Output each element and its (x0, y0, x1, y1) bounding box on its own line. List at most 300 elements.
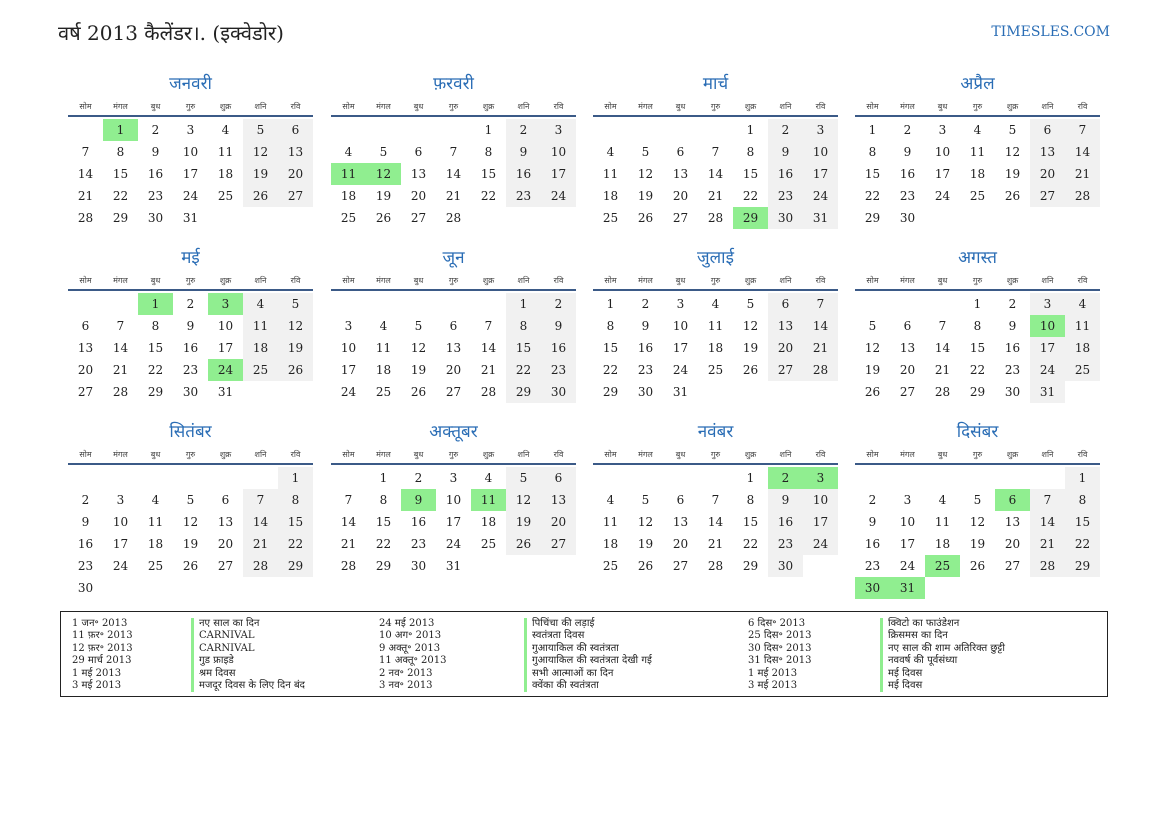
day-cell: 10 (803, 489, 838, 511)
day-cell: 28 (707, 559, 724, 573)
day-cell: 21 (340, 537, 357, 551)
day-cell: 18 (602, 537, 619, 551)
day-cell: 11 (217, 145, 234, 159)
day-cell: 21 (112, 363, 129, 377)
day-cell: 27 (217, 559, 234, 573)
day-cell: 12 (637, 515, 654, 529)
empty-cell (331, 119, 366, 141)
day-cell: 3 (1030, 293, 1065, 315)
day-cell: 11 (707, 319, 724, 333)
weekday-label: मंगल (638, 275, 653, 285)
day-cell: 29 (506, 381, 541, 403)
day-cell: 8 (1065, 489, 1100, 511)
day-cell: 4 (379, 319, 388, 333)
day-cell: 4 (221, 123, 230, 137)
day-cell: 25 (969, 189, 986, 203)
day-cell: 14 (707, 515, 724, 529)
month-calendar (331, 421, 576, 577)
day-cell: 25 (340, 211, 357, 225)
day-cell: 15 (506, 337, 541, 359)
empty-cell (436, 293, 471, 315)
weekday-label: बुध (150, 449, 161, 459)
day-cell: 7 (243, 489, 278, 511)
day-grid (68, 119, 313, 229)
weekday-label: मंगल (113, 101, 128, 111)
day-cell: 8 (973, 319, 982, 333)
holiday-day-cell: 11 (331, 163, 366, 185)
day-cell: 18 (217, 167, 234, 181)
day-cell: 28 (803, 359, 838, 381)
weekday-label: रवि (1077, 449, 1088, 459)
day-cell: 30 (637, 385, 654, 399)
weekday-label: शनि (779, 449, 792, 459)
day-cell: 14 (1065, 141, 1100, 163)
holiday-day-cell: 9 (401, 489, 436, 511)
day-cell: 21 (77, 189, 94, 203)
day-cell: 20 (672, 189, 689, 203)
weekday-label: शुक्र (482, 449, 495, 459)
empty-cell (628, 119, 663, 141)
weekday-label: रवि (553, 449, 564, 459)
day-cell: 1 (606, 297, 615, 311)
day-grid (855, 467, 1100, 599)
day-cell: 4 (1065, 293, 1100, 315)
day-cell: 22 (864, 189, 881, 203)
month-name: जून (442, 248, 465, 268)
day-cell: 22 (969, 363, 986, 377)
empty-cell (925, 293, 960, 315)
day-cell: 28 (934, 385, 951, 399)
day-cell: 25 (602, 559, 619, 573)
empty-cell (401, 293, 436, 315)
day-cell: 19 (375, 189, 392, 203)
weekday-label: रवि (290, 449, 301, 459)
weekday-label: बुध (937, 275, 948, 285)
weekday-label: मंगल (638, 449, 653, 459)
weekday-label: सोम (866, 101, 879, 111)
weekday-label: मंगल (900, 275, 915, 285)
day-cell: 17 (672, 341, 689, 355)
legend-date: 3 मई 2013 (72, 680, 122, 691)
legend-date: 11 फ़र॰ 2013 (72, 630, 133, 642)
day-cell: 12 (864, 341, 881, 355)
weekday-label: शुक्र (482, 101, 495, 111)
day-cell: 15 (480, 167, 497, 181)
day-cell: 21 (707, 537, 724, 551)
day-cell: 18 (969, 167, 986, 181)
day-cell: 31 (803, 207, 838, 229)
weekday-label: मंगल (900, 449, 915, 459)
day-cell: 14 (480, 341, 497, 355)
weekday-label: रवि (815, 275, 826, 285)
day-cell: 5 (641, 145, 650, 159)
weekday-label: गुरु (972, 101, 983, 111)
weekday-label: शनि (1041, 101, 1054, 111)
day-cell: 15 (147, 341, 164, 355)
day-cell: 15 (1065, 511, 1100, 533)
day-cell: 18 (243, 337, 278, 359)
day-cell: 5 (973, 493, 982, 507)
day-cell: 17 (445, 515, 462, 529)
day-cell: 17 (803, 163, 838, 185)
day-cell: 20 (1030, 163, 1065, 185)
legend-date: 29 मार्च 2013 (72, 655, 132, 667)
day-cell: 26 (864, 385, 881, 399)
legend-holiday-name: पिचिंचा की लड़ाई (524, 618, 594, 630)
day-cell: 23 (182, 363, 199, 377)
day-cell: 31 (445, 559, 462, 573)
holiday-day-cell: 1 (103, 119, 138, 141)
day-cell: 9 (81, 515, 90, 529)
day-cell: 14 (445, 167, 462, 181)
day-cell: 19 (278, 337, 313, 359)
day-cell: 5 (243, 119, 278, 141)
month-name: दिसंबर (956, 422, 999, 442)
empty-cell (663, 119, 698, 141)
day-cell: 22 (480, 189, 497, 203)
day-cell: 23 (637, 363, 654, 377)
weekday-label: मंगल (638, 101, 653, 111)
weekday-header (855, 97, 1100, 117)
day-cell: 3 (344, 319, 353, 333)
day-cell: 8 (151, 319, 160, 333)
legend-date: 9 अक्तू॰ 2013 (379, 642, 441, 654)
day-cell: 28 (340, 559, 357, 573)
day-cell: 2 (868, 493, 877, 507)
day-cell: 2 (414, 471, 423, 485)
empty-cell (366, 293, 401, 315)
weekday-label: गुरु (185, 101, 196, 111)
day-cell: 16 (1004, 341, 1021, 355)
day-cell: 27 (899, 385, 916, 399)
day-cell: 28 (480, 385, 497, 399)
legend-date: 1 मई 2013 (748, 667, 798, 679)
weekday-label: शुक्र (1006, 101, 1019, 111)
empty-cell (331, 467, 366, 489)
legend-holiday-name: स्वतंत्रता दिवस (524, 630, 584, 642)
empty-cell (173, 467, 208, 489)
legend-holiday-name: क्वेंका की स्वतंत्रता (524, 680, 599, 692)
weekday-label: शुक्र (1006, 449, 1019, 459)
day-cell: 23 (147, 189, 164, 203)
day-cell: 12 (1004, 145, 1021, 159)
site-link[interactable]: TIMESLES.COM (991, 24, 1110, 40)
day-cell: 29 (112, 211, 129, 225)
day-cell: 4 (606, 493, 615, 507)
day-cell: 19 (637, 189, 654, 203)
weekday-header (593, 271, 838, 291)
weekday-label: गुरु (710, 101, 721, 111)
day-cell: 4 (711, 297, 720, 311)
day-cell: 9 (541, 315, 576, 337)
month-name: अक्तूबर (429, 422, 478, 442)
day-cell: 24 (1030, 359, 1065, 381)
day-cell: 27 (410, 211, 427, 225)
weekday-label: रवि (290, 101, 301, 111)
weekday-header (593, 445, 838, 465)
empty-cell (890, 467, 925, 489)
day-cell: 5 (186, 493, 195, 507)
legend-date: 1 मई 2013 (72, 667, 122, 679)
weekday-label: गुरु (185, 275, 196, 285)
holiday-day-cell: 29 (733, 207, 768, 229)
day-cell: 28 (445, 211, 462, 225)
holiday-day-cell: 31 (890, 577, 925, 599)
day-cell: 1 (868, 123, 877, 137)
month-name: मई (181, 248, 200, 268)
month-name: नवंबर (697, 422, 734, 442)
day-cell: 27 (768, 359, 803, 381)
legend-holiday-name: गुआयाकिल की स्वतंत्रता देखी गई (524, 655, 652, 667)
day-cell: 9 (868, 515, 877, 529)
day-cell: 25 (217, 189, 234, 203)
day-cell: 16 (768, 511, 803, 533)
month-calendar (331, 73, 576, 229)
day-cell: 12 (243, 141, 278, 163)
day-cell: 16 (77, 537, 94, 551)
day-cell: 29 (742, 559, 759, 573)
legend-date: 11 अक्तू॰ 2013 (379, 655, 447, 667)
weekday-label: गुरु (448, 275, 459, 285)
day-cell: 25 (1065, 359, 1100, 381)
day-cell: 26 (506, 533, 541, 555)
weekday-header (68, 445, 313, 465)
day-cell: 18 (480, 515, 497, 529)
day-cell: 28 (1030, 555, 1065, 577)
day-cell: 27 (445, 385, 462, 399)
weekday-label: शनि (517, 275, 530, 285)
day-cell: 28 (112, 385, 129, 399)
day-cell: 10 (899, 515, 916, 529)
legend-date: 3 मई 2013 (748, 680, 798, 691)
day-cell: 14 (707, 167, 724, 181)
day-cell: 5 (1008, 123, 1017, 137)
empty-cell (68, 293, 103, 315)
weekday-header (855, 445, 1100, 465)
day-cell: 8 (278, 489, 313, 511)
day-cell: 7 (711, 493, 720, 507)
day-cell: 11 (602, 167, 619, 181)
day-grid (68, 467, 313, 599)
day-cell: 6 (414, 145, 423, 159)
weekday-label: शनि (1041, 449, 1054, 459)
day-cell: 22 (742, 189, 759, 203)
day-cell: 2 (768, 119, 803, 141)
legend-date: 30 दिस॰ 2013 (748, 642, 812, 654)
day-cell: 11 (934, 515, 951, 529)
weekday-label: बुध (413, 275, 424, 285)
day-cell: 9 (903, 145, 912, 159)
day-cell: 6 (903, 319, 912, 333)
day-cell: 18 (934, 537, 951, 551)
day-grid (331, 467, 576, 577)
empty-cell (68, 467, 103, 489)
legend-holiday-name: सभी आत्माओं का दिन (524, 668, 613, 680)
weekday-label: शनि (779, 101, 792, 111)
day-cell: 8 (116, 145, 125, 159)
day-cell: 12 (278, 315, 313, 337)
day-cell: 11 (969, 145, 986, 159)
day-cell: 19 (182, 537, 199, 551)
day-cell: 1 (484, 123, 493, 137)
weekday-label: बुध (413, 101, 424, 111)
weekday-label: सोम (342, 101, 355, 111)
day-cell: 31 (217, 385, 234, 399)
day-cell: 27 (1004, 559, 1021, 573)
day-cell: 6 (676, 145, 685, 159)
day-cell: 6 (541, 467, 576, 489)
day-cell: 19 (742, 341, 759, 355)
weekday-label: शनि (254, 449, 267, 459)
weekday-label: शुक्र (744, 449, 757, 459)
month-calendar (855, 73, 1100, 229)
day-cell: 4 (973, 123, 982, 137)
weekday-label: गुरु (710, 449, 721, 459)
day-cell: 21 (243, 533, 278, 555)
day-cell: 30 (147, 211, 164, 225)
day-cell: 23 (899, 189, 916, 203)
weekday-label: शुक्र (219, 449, 232, 459)
day-cell: 24 (803, 533, 838, 555)
legend-holiday-name: मई दिवस (880, 680, 922, 692)
empty-cell (103, 293, 138, 315)
day-cell: 21 (803, 337, 838, 359)
day-cell: 19 (969, 537, 986, 551)
month-calendar (593, 73, 838, 229)
day-cell: 12 (742, 319, 759, 333)
day-cell: 28 (77, 211, 94, 225)
day-cell: 7 (116, 319, 125, 333)
day-cell: 10 (541, 141, 576, 163)
day-grid (331, 293, 576, 403)
legend-holiday-name: CARNIVAL (191, 643, 255, 655)
day-cell: 17 (112, 537, 129, 551)
day-cell: 24 (112, 559, 129, 573)
day-cell: 13 (1004, 515, 1021, 529)
day-cell: 4 (243, 293, 278, 315)
weekday-label: शनि (517, 449, 530, 459)
weekday-label: रवि (553, 275, 564, 285)
day-cell: 15 (742, 167, 759, 181)
day-cell: 22 (112, 189, 129, 203)
day-cell: 9 (641, 319, 650, 333)
month-calendar (331, 247, 576, 403)
day-cell: 26 (182, 559, 199, 573)
day-cell: 7 (938, 319, 947, 333)
holiday-day-cell: 1 (138, 293, 173, 315)
day-cell: 28 (1065, 185, 1100, 207)
weekday-header (331, 97, 576, 117)
day-cell: 6 (278, 119, 313, 141)
day-cell: 5 (278, 293, 313, 315)
day-cell: 10 (445, 493, 462, 507)
day-cell: 16 (637, 341, 654, 355)
day-cell: 26 (742, 363, 759, 377)
day-cell: 7 (803, 293, 838, 315)
day-cell: 19 (864, 363, 881, 377)
day-cell: 19 (410, 363, 427, 377)
legend-holiday-name: नए साल का दिन (191, 618, 259, 630)
day-cell: 29 (1065, 555, 1100, 577)
day-cell: 2 (1008, 297, 1017, 311)
day-cell: 17 (541, 163, 576, 185)
day-cell: 13 (768, 315, 803, 337)
day-grid (68, 293, 313, 403)
day-cell: 29 (864, 211, 881, 225)
day-cell: 26 (243, 185, 278, 207)
day-cell: 22 (742, 537, 759, 551)
day-cell: 12 (969, 515, 986, 529)
weekday-label: शुक्र (1006, 275, 1019, 285)
empty-cell (471, 293, 506, 315)
empty-cell (855, 293, 890, 315)
legend-holiday-name: गुड फ्राइडे (191, 655, 234, 667)
day-cell: 18 (707, 341, 724, 355)
day-cell: 25 (480, 537, 497, 551)
day-cell: 15 (969, 341, 986, 355)
day-cell: 22 (602, 363, 619, 377)
weekday-label: मंगल (113, 449, 128, 459)
empty-cell (995, 467, 1030, 489)
weekday-label: शनि (779, 275, 792, 285)
day-cell: 6 (449, 319, 458, 333)
weekday-label: मंगल (376, 101, 391, 111)
weekday-label: बुध (150, 275, 161, 285)
day-cell: 8 (868, 145, 877, 159)
day-cell: 13 (899, 341, 916, 355)
empty-cell (890, 293, 925, 315)
weekday-label: सोम (342, 449, 355, 459)
month-name: जनवरी (169, 74, 212, 94)
legend-holiday-name: मजदूर दिवस के लिए दिन बंद (191, 680, 305, 692)
day-cell: 2 (81, 493, 90, 507)
day-cell: 9 (768, 489, 803, 511)
weekday-label: बुध (150, 101, 161, 111)
legend-holiday-name: मई दिवस (880, 668, 922, 680)
weekday-label: बुध (675, 101, 686, 111)
day-cell: 17 (1030, 337, 1065, 359)
holiday-day-cell: 2 (768, 467, 803, 489)
legend-date: 12 फ़र॰ 2013 (72, 642, 133, 654)
day-cell: 7 (449, 145, 458, 159)
weekday-label: रवि (1077, 101, 1088, 111)
empty-cell (436, 119, 471, 141)
legend-holiday-name: नए साल की शाम अतिरिक्त छुट्टी (880, 643, 1005, 655)
day-cell: 29 (147, 385, 164, 399)
day-cell: 12 (637, 167, 654, 181)
day-cell: 9 (151, 145, 160, 159)
day-cell: 1 (746, 471, 755, 485)
day-cell: 29 (278, 555, 313, 577)
weekday-label: गुरु (710, 275, 721, 285)
day-cell: 1 (973, 297, 982, 311)
weekday-label: मंगल (376, 275, 391, 285)
day-cell: 7 (344, 493, 353, 507)
day-cell: 8 (746, 145, 755, 159)
holiday-day-cell: 10 (1030, 315, 1065, 337)
day-cell: 30 (768, 207, 803, 229)
empty-cell (208, 467, 243, 489)
day-cell: 26 (375, 211, 392, 225)
day-cell: 9 (186, 319, 195, 333)
day-cell: 4 (344, 145, 353, 159)
day-cell: 16 (506, 163, 541, 185)
day-cell: 16 (182, 341, 199, 355)
weekday-header (68, 271, 313, 291)
day-cell: 20 (768, 337, 803, 359)
day-cell: 25 (602, 211, 619, 225)
day-cell: 19 (637, 537, 654, 551)
